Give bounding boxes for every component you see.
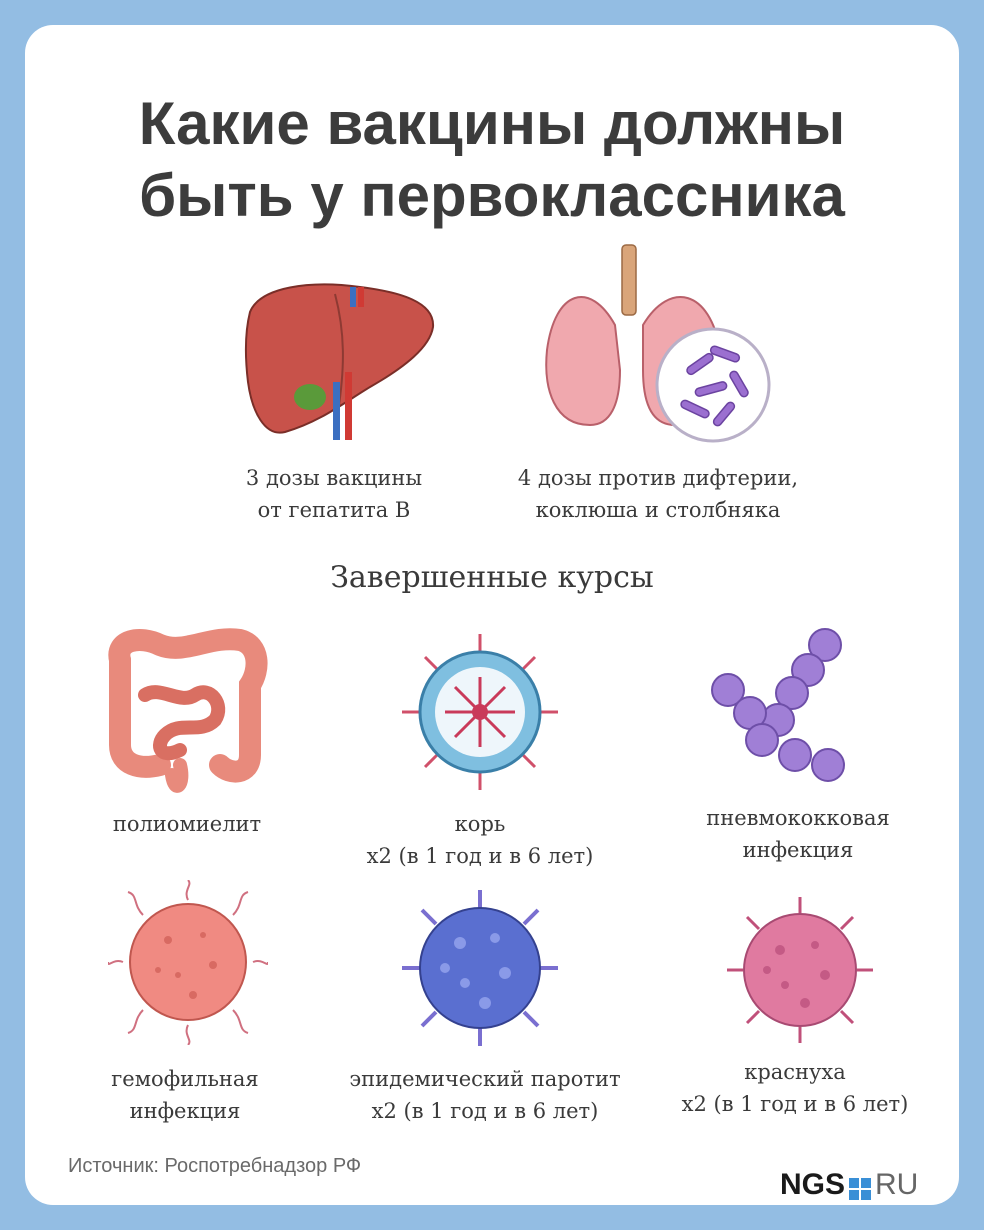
mumps-caption [305,1063,665,1127]
caption-line: краснуха [744,1060,846,1084]
caption-line: от гепатита В [257,498,411,522]
measles-virus-icon [400,632,560,792]
caption-line: гемофильная [111,1067,259,1091]
ngs-logo [780,1168,918,1202]
rubella-caption [655,1056,935,1120]
pneumococcal-caption [668,802,928,866]
caption-line: коклюша и столбняка [535,498,781,522]
caption-line: 4 дозы против дифтерии, [517,466,799,490]
section-title: Завершенные курсы [330,560,654,595]
diphtheria-caption [468,462,848,526]
title-line-2: быть у первоклассника [139,162,845,229]
caption-line: эпидемический паротит [349,1067,621,1091]
polio-caption [72,808,302,840]
hepatitis-b-caption [214,462,454,526]
title-line-1: Какие вакцины должны [138,90,846,157]
caption-line: инфекция [742,838,854,862]
lungs-bacteria-icon [535,240,775,445]
measles-caption [330,808,630,872]
caption-line: x2 (в 1 год и в 6 лет) [371,1099,599,1123]
intestine-icon [100,625,270,800]
caption-line: x2 (в 1 год и в 6 лет) [681,1092,909,1116]
logo-left: NGS [780,1168,846,1201]
hib-caption [60,1063,310,1127]
pneumococcus-icon [700,625,860,790]
rubella-virus-icon [725,895,875,1045]
caption-line: полиомиелит [112,812,262,836]
source-note: Источник: Роспотребнадзор РФ [68,1155,362,1177]
caption-line: пневмококковая [706,806,890,830]
page-title [0,88,984,232]
liver-icon [240,272,440,447]
haemophilus-icon [108,880,268,1045]
mumps-virus-icon [400,888,560,1048]
caption-line: x2 (в 1 год и в 6 лет) [366,844,594,868]
caption-line: корь [454,812,506,836]
caption-line: инфекция [129,1099,241,1123]
caption-line: 3 дозы вакцины [245,466,423,490]
logo-square-icon [849,1174,871,1196]
logo-right: RU [875,1168,919,1201]
